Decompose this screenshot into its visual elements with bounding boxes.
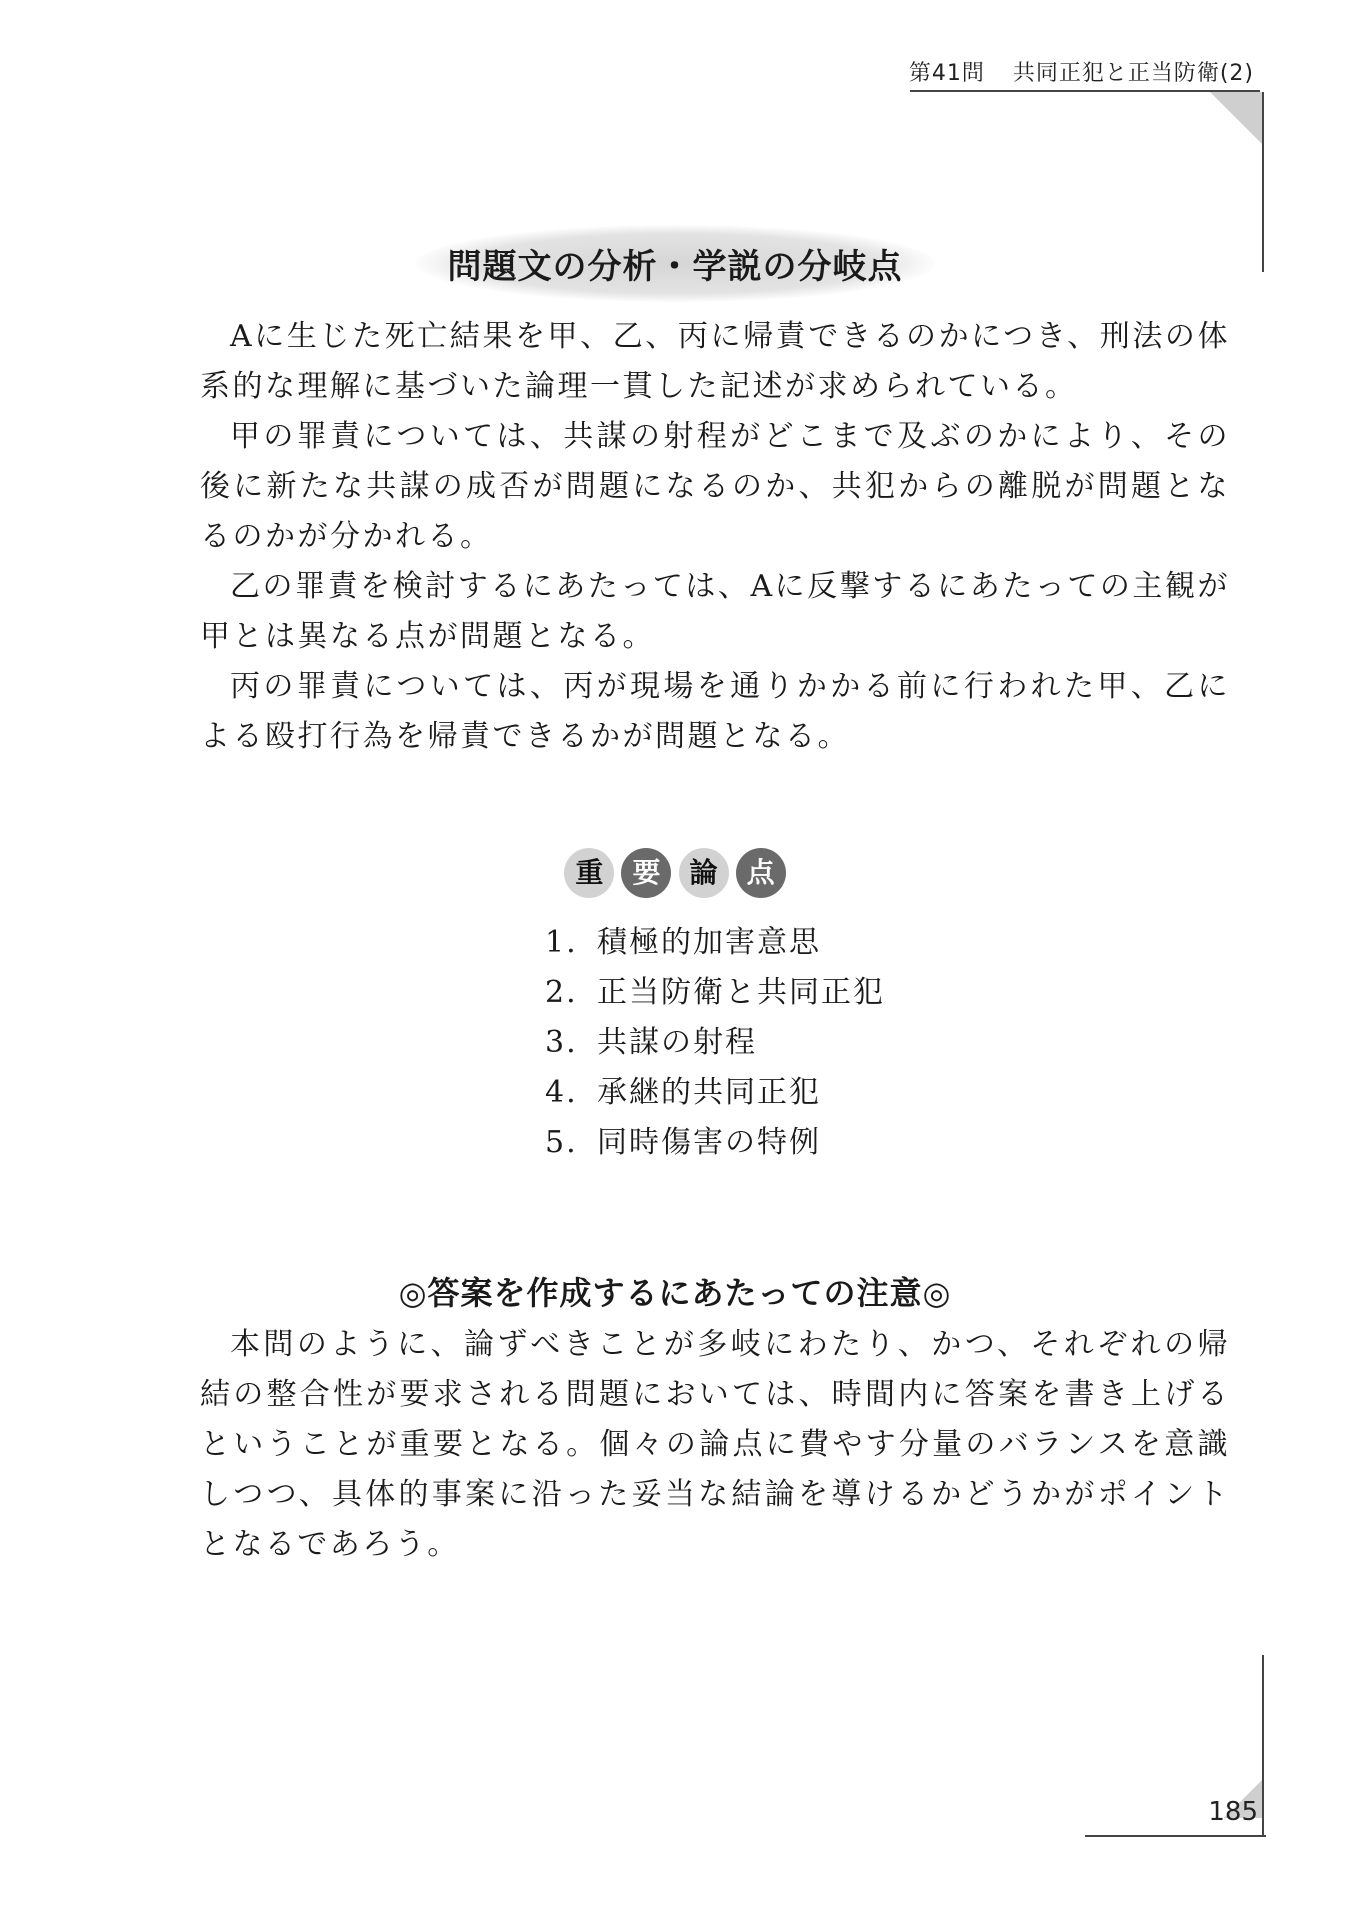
side-rule-bottom [1262,1655,1264,1835]
list-item-text: 同時傷害の特例 [597,1125,821,1160]
analysis-paragraph: 丙の罪責については、丙が現場を通りかかる前に行われた甲、乙による殴打行為を帰責できるかが問題となる。 [200,669,1230,754]
analysis-paragraph: Aに生じた死亡結果を甲、乙、丙に帰責できるのかにつき、刑法の体系的な理解に基づいた論理一貫した記述が求められている。 [200,319,1230,404]
notice-paragraph: 本問のように、論ずべきことが多岐にわたり、かつ、それぞれの帰結の整合性が要求される問題においては、時間内に答案を書き上げるということが重要となる。個々の論点に費やす分量のバランスを意識しつつ、具体的事案に沿った妥当な結論を導けるかどうかがポイントとなるであろう。 [200,1327,1230,1562]
list-item-number: 4. [545,1075,578,1110]
chapter-number: 第41問 [908,61,985,86]
page-number: 185 [1208,1797,1258,1827]
analysis-paragraph: 甲の罪責については、共謀の射程がどこまで及ぶのかにより、その後に新たな共謀の成否が問題になるのか、共犯からの離脱が問題となるのかが分かれる。 [200,419,1230,554]
list-item-text: 正当防衛と共同正犯 [597,975,885,1010]
list-item-number: 3. [545,1025,578,1060]
key-points-badge: 点 [736,848,786,898]
list-item [545,1068,885,1118]
analysis-heading: 問題文の分析・学説の分岐点 [416,225,935,302]
notice-body [200,1320,1230,1570]
corner-tab-top [1210,92,1262,144]
list-item [545,1018,885,1068]
analysis-paragraph: 乙の罪責を検討するにあたっては、Aに反撃するにあたっての主観が甲とは異なる点が問題となる。 [200,569,1230,654]
analysis-heading-wrap [0,225,1350,302]
footer-rule [1085,1835,1266,1837]
key-points-badge: 重 [564,848,614,898]
key-points-badge: 論 [679,848,729,898]
analysis-body [200,312,1230,762]
list-item [545,1118,885,1168]
key-points-heading [0,848,1350,898]
list-item-text: 承継的共同正犯 [597,1075,821,1110]
key-points-badge: 要 [621,848,671,898]
chapter-title: 共同正犯と正当防衛(2) [1012,61,1254,86]
list-item-text: 共謀の射程 [597,1025,757,1060]
key-points-list [545,918,885,1168]
list-item [545,968,885,1018]
list-item-number: 1. [545,925,578,960]
list-item-number: 2. [545,975,578,1010]
list-item-number: 5. [545,1125,578,1160]
header-rule [910,90,1260,92]
list-item-text: 積極的加害意思 [597,925,821,960]
notice-heading: ◎答案を作成するにあたっての注意◎ [398,1274,952,1312]
list-item [545,918,885,968]
running-header [909,56,1254,87]
